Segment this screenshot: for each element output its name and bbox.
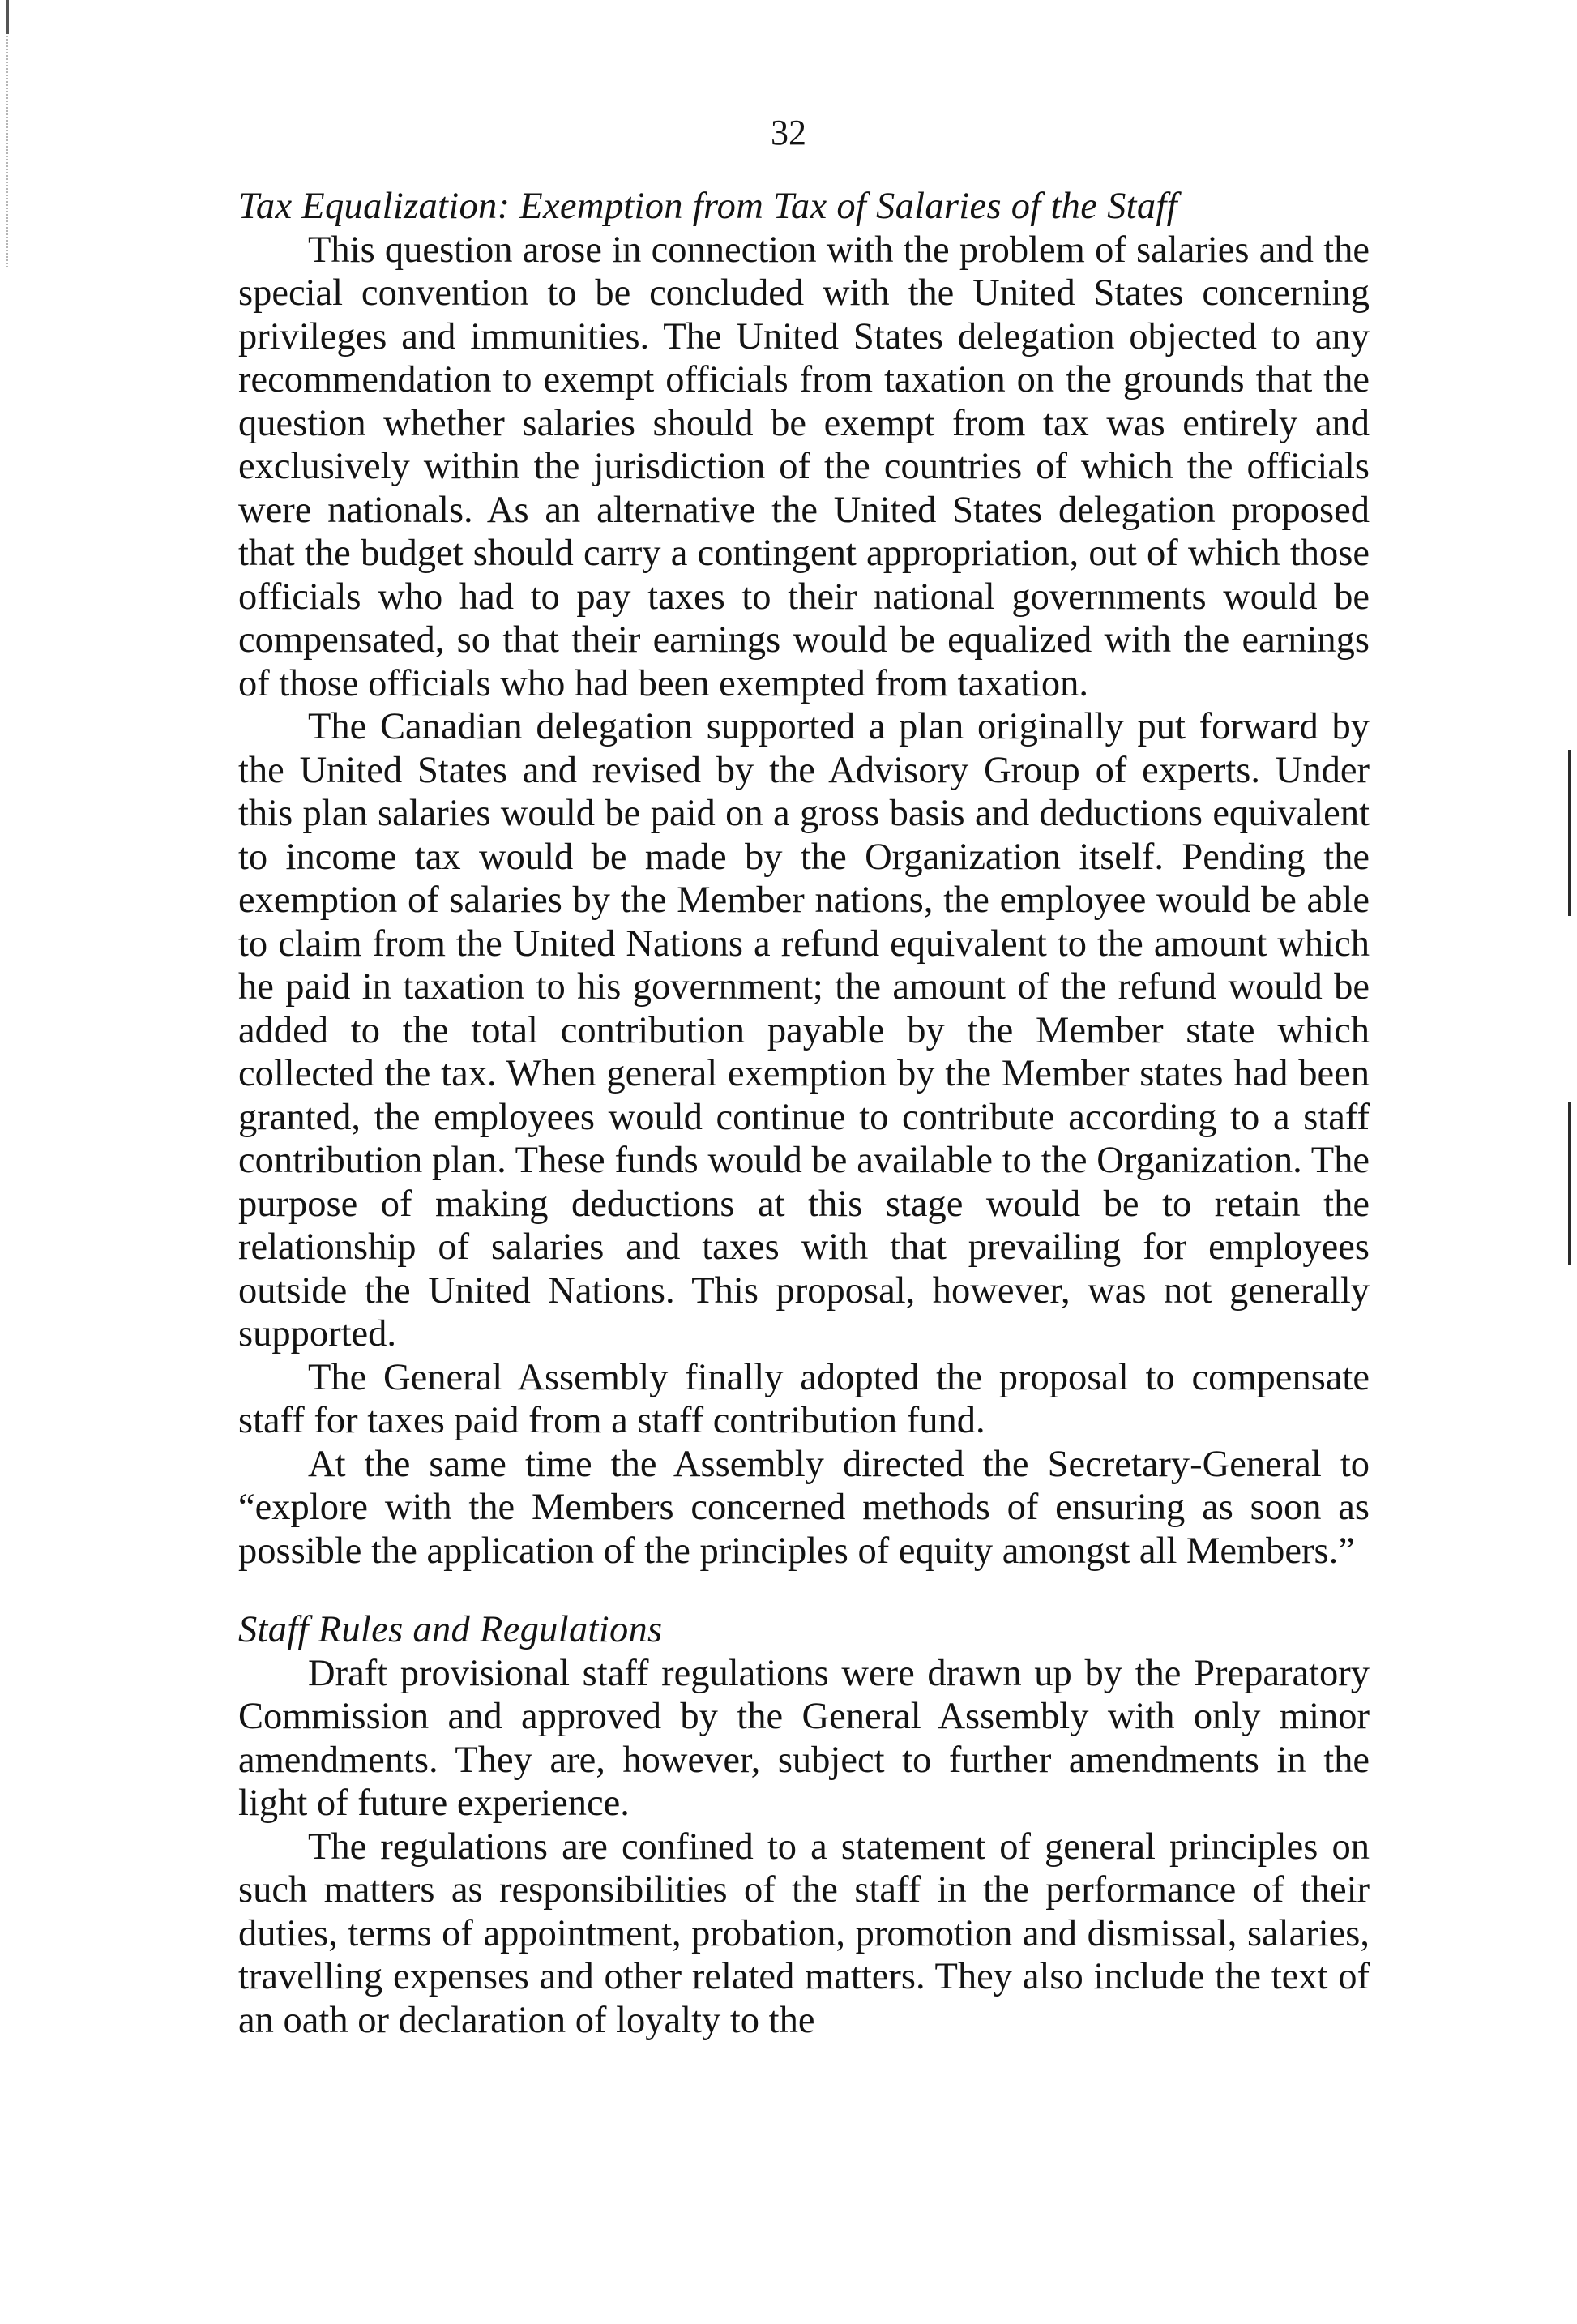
section-spacer [238,1573,1370,1608]
paragraph: At the same time the Assembly directed the Secretary-General to “explore with the Members concerned methods of ensuring as soon as possible the application of the principles of equity amongst all Members.” [238,1443,1370,1572]
right-edge-mark [1568,1102,1571,1265]
page-body [238,185,1370,2042]
section-staff-rules [238,1608,1370,2042]
section-heading: Tax Equalization: Exemption from Tax of Salaries of the Staff [238,186,1177,227]
section-tax-equalization [238,185,1370,1573]
paragraph: This question arose in connection with the problem of salaries and the special convention to be concluded with the United States concerning privileges and immunities. The United States delegation objected to any recommendation to exempt officials from taxation on the grounds that the question whether salaries should be exempt from tax was entirely and exclusively within the jurisdiction of the countries of which the officials were nationals. As an alternative the United States delegation proposed that the budget should carry a contingent appropriation, out of which those officials who had to pay taxes to their national governments would be compensated, so that their earnings would be equalized with the earnings of those officials who had been exempted from taxation. [238,229,1370,704]
right-edge-mark [1568,750,1571,916]
paragraph: The regulations are confined to a statement of general principles on such matters as responsibilities of the staff in the performance of their duties, terms of appointment, probation, promotion and dismissal, salaries, travelling expenses and other related matters. They also include the text of an oath or declaration of loyalty to the [238,1825,1370,2041]
binding-edge-mark [6,0,9,34]
paragraph: The General Assembly finally adopted the proposal to compensate staff for taxes paid from a staff contribution fund. [238,1356,1370,1441]
page-number: 32 [771,113,806,152]
section-heading: Staff Rules and Regulations [238,1609,663,1650]
paragraph: Draft provisional staff regulations were drawn up by the Preparatory Commission and approved by the General Assembly with only minor amendments. They are, however, subject to further amendments in the light of future experience. [238,1652,1370,1824]
paragraph: The Canadian delegation supported a plan originally put forward by the United States and revised by the Advisory Group of experts. Under this plan salaries would be paid on a gross basis and deductions equivalent to income tax would be made by the Organization itself. Pending the exemption of salaries by the Member nations, the employee would be able to claim from the United Nations a refund equivalent to the amount which he paid in taxation to his government; the amount of the refund would be added to the total contribution payable by the Member state which collected the tax. When general exemption by the Member states had been granted, the employees would continue to contribute according to a staff contribution plan. These funds would be available to the Organization. The purpose of making deductions at this stage would be to retain the relationship of salaries and taxes with that prevailing for employees outside the United Nations. This proposal, however, was not generally supported. [238,706,1370,1355]
